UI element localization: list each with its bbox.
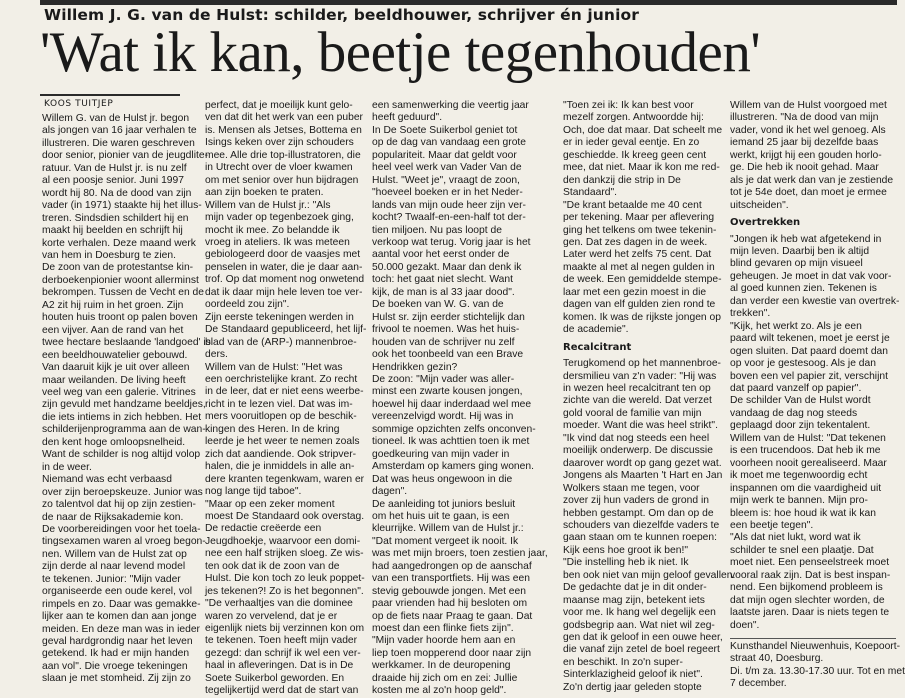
text-line: van hem in Doesburg te zien. xyxy=(42,249,176,261)
text-line: De zoon van de protestantse kin- xyxy=(42,262,194,274)
text-line: "De verhaaltjes van die dominee xyxy=(205,598,353,610)
column-2 xyxy=(205,100,367,697)
text-line: blad van de (ARP-) mannenbroe- xyxy=(205,336,357,348)
text-line: maakte al met al negen gulden in xyxy=(563,261,715,273)
text-line: iemand 25 jaar bij dezelfde baas xyxy=(730,137,879,149)
exhibition-info xyxy=(730,638,905,691)
text-line: in de leer, dat er niet eens weerbe- xyxy=(205,386,364,398)
text-line: meiden. En deze man was in ieder xyxy=(42,623,200,635)
text-line: maar weilanden. De living heeft xyxy=(42,374,186,386)
text-line: Willem van de Hulst: "Dat tekenen xyxy=(730,432,886,444)
text-line: laatste jaren. Daar is niets tegen te xyxy=(730,607,890,619)
text-line: zich dat aandiende. Ook stripver- xyxy=(205,448,357,460)
text-line: zichte van die wereld. Dat verzet xyxy=(563,395,712,407)
text-line: getekend. Ik had er mijn handen xyxy=(42,648,190,660)
text-line: is. Mensen als Jetses, Bottema en xyxy=(205,124,362,136)
text-line: "hoeveel boeken er in het Neder- xyxy=(372,187,523,199)
text-line: aan zijn boeken te praten. xyxy=(205,187,324,199)
text-line: geschiedde. Ik kreeg geen cent xyxy=(563,149,707,161)
text-line: Hulst sr. zijn eerder stichtelijk dan xyxy=(372,311,525,323)
text-line: zijn derde al naar levend model xyxy=(42,561,186,573)
text-line: Och, doe dat maar. Dat scheelt me xyxy=(563,124,723,136)
text-line: moeilijk onderwerp. De discussie xyxy=(563,445,713,457)
text-line: om het huis uit te gaan, is een xyxy=(372,510,510,522)
column-5 xyxy=(730,100,905,690)
text-line: Zijn eerste tekeningen werden in xyxy=(205,311,354,323)
text-line: lands van mijn oude heer zijn ver- xyxy=(372,199,526,211)
text-line: zo talentvol dat hij op zijn zestien- xyxy=(42,499,196,511)
text-line: doen". xyxy=(730,619,760,631)
text-line: rimpels en zo. Daar was gemakke- xyxy=(42,598,201,610)
text-line: kocht? Twaalf-en-een-half tot der- xyxy=(372,212,526,224)
text-line: voor me. Ik hang wel degelijk een xyxy=(563,607,716,619)
text-line: werkkamer. In de deuropening xyxy=(372,660,511,672)
text-line: Want de schilder is nog altijd volop xyxy=(42,449,201,461)
text-line: wordt hij 80. Na de dood van zijn xyxy=(42,187,192,199)
text-line: die iets intiems in zich hebben. Het xyxy=(42,411,202,423)
text-line: ten ook dat ik de zoon van de xyxy=(205,560,340,572)
text-line: halen, die je inmiddels in alle an- xyxy=(205,461,355,473)
text-line: ik moet me tegenwoordig echt xyxy=(730,470,868,482)
text-line: schouders van diezelfde vaders te xyxy=(563,519,720,531)
text-line: Willem G. van de Hulst jr. begon xyxy=(42,113,190,124)
text-line: zover zij hun vaders de grond in xyxy=(563,495,709,507)
text-line: illustreren. "Na de dood van mijn xyxy=(730,112,879,124)
text-line: Dat was heus ongewoon in die xyxy=(372,473,513,485)
text-line: kijk, de man is al 33 jaar dood". xyxy=(372,286,515,298)
subhead: Overtrekken xyxy=(730,217,801,229)
text-line: boven een vel papier zit, verschijnt xyxy=(730,370,888,382)
text-line: dan verder een kwestie van overtrek- xyxy=(730,295,900,307)
text-line: Wolkers staan me tegen, voor xyxy=(563,482,700,494)
text-line: ging het telkens om twee tekenin- xyxy=(563,224,717,236)
text-line: ook het toonbeeld van een Brave xyxy=(372,349,524,361)
text-line: illustreren. Die waren geschreven xyxy=(42,137,195,149)
text-line: mijn vader op tegenbezoek ging, xyxy=(205,212,354,224)
text-line: de naar de Rijksakademie kon. xyxy=(42,511,184,523)
text-line: mezelf zorgen. Antwoordde hij: xyxy=(563,112,704,124)
text-line: tegelijkertijd werd dat de start van xyxy=(205,685,359,697)
text-line: moeder. Want die was heel strikt". xyxy=(563,420,718,432)
text-line: ben ook niet van mijn geloof gevallen. xyxy=(563,569,736,581)
byline: KOOS TUITJEP xyxy=(44,99,114,109)
column-3 xyxy=(372,100,548,697)
text-line: godsbegrip aan. Wat niet wil zeg- xyxy=(563,619,715,631)
text-line: vader (in 1971) staakte hij het illus- xyxy=(42,200,202,212)
text-line: inspannen om die vaardigheid uit xyxy=(730,482,882,494)
text-line: dagen". xyxy=(372,486,408,498)
text-line: een vijver. Aan de rand van het xyxy=(42,324,184,336)
text-line: twee hectare beslaande 'landgoed' is xyxy=(42,337,211,349)
text-line: haal in afleveringen. Dat is in De xyxy=(205,660,354,672)
text-line: Sinterklazigheid geloof ik niet". xyxy=(563,669,703,681)
text-line: liep toen mopperend door naar zijn xyxy=(372,647,532,659)
text-line: De Standaard gepubliceerd, het lijf- xyxy=(205,324,367,336)
text-line: moet niet. Een penseelstreek moet xyxy=(730,557,890,569)
text-line: Hendrikken gezin? xyxy=(372,361,458,373)
text-line: een beetje tegen". xyxy=(730,519,814,531)
text-line: tot je 54e doet, dan moet je ermee xyxy=(730,187,887,199)
text-line: Willem van de Hulst jr.: "Als xyxy=(205,199,331,211)
text-line: 7 december. xyxy=(730,678,787,690)
text-line: door senior, pionier van de jeugdlite- xyxy=(42,150,209,162)
text-line: uitscheiden". xyxy=(730,199,789,211)
text-line: waren zo vervelend, dat je er xyxy=(205,610,338,622)
text-line: ven dat dit het werk van een puber xyxy=(205,112,363,124)
text-line: moest dan een flinke fiets zijn". xyxy=(372,623,514,635)
text-line: 50.000 gezakt. Maar dan denk ik xyxy=(372,261,522,273)
text-line: heeft geduurd". xyxy=(372,112,443,124)
text-line: Terugkomend op het mannenbroe- xyxy=(563,358,721,370)
subhead: Recalcitrant xyxy=(563,341,632,353)
text-line: bekrompen. Tussen de Vecht en de xyxy=(42,287,204,299)
text-line: De aanleiding tot juniors besluit xyxy=(372,498,516,510)
text-line: Jeugdhoekje, waarvoor een domi- xyxy=(205,535,361,547)
text-line: als jongen van 16 jaar verhalen te xyxy=(42,125,197,137)
text-line: jes tekenen?! Zo is het begonnen". xyxy=(205,585,364,597)
text-line: mee. Alle drie top-illustratoren, die xyxy=(205,149,361,161)
text-line: hebben gestampt. Om dan op de xyxy=(563,507,714,519)
text-line: "Maar op een zeker moment xyxy=(205,498,335,510)
text-line: Di. t/m za. 13.30-17.30 uur. Tot en met xyxy=(730,665,905,677)
text-line: veel weg van een galerie. Vitrines xyxy=(42,386,196,398)
text-line: over zijn beroepskeuze. Junior was xyxy=(42,486,203,498)
text-line: nen. Willem van de Hulst zat op xyxy=(42,548,187,560)
text-line: werkt, krijgt hij een gouden horlo- xyxy=(730,149,882,161)
text-line: maakt hij beelden en schrijft hij xyxy=(42,225,183,237)
text-line: tioneel. Ik was achttien toen ik met xyxy=(372,436,530,448)
text-line: minst een zwarte kousen jongen, xyxy=(372,386,523,398)
text-line: De voorbereidingen voor het toela- xyxy=(42,523,201,535)
text-line: nee een half strijken sloeg. Ze wis- xyxy=(205,548,364,560)
text-line: in de weer. xyxy=(42,461,92,473)
text-line: Jongens als Maarten 't Hart en Jan xyxy=(563,470,723,482)
text-line: populariteit. Maar dat geldt voor xyxy=(372,149,517,161)
text-line: geheugen. Je moet in dat vak voor- xyxy=(730,270,892,282)
text-line: ders. xyxy=(205,349,228,361)
text-line: De schilder Van de Hulst wordt xyxy=(730,395,871,407)
text-line: te tekenen. Junior: "Mijn vader xyxy=(42,573,181,585)
text-line: mijn leven. Daarbij ben ik altijd xyxy=(730,245,870,257)
text-line: bleem is: hoe houd ik wat ik kan xyxy=(730,507,876,519)
headline: 'Wat ik kan, beetje tegenhouden' xyxy=(40,21,761,84)
byline-rule xyxy=(40,94,180,96)
text-line: die vanaf zijn zetel de boel regeert xyxy=(563,644,720,656)
text-line: houden van de schrijver nu zelf xyxy=(372,336,515,348)
text-line: al een poosje senior. Juni 1997 xyxy=(42,175,184,187)
text-line: ogen sluiten. Dat paard doemt dan xyxy=(730,345,888,357)
text-line: gebiologeerd door de vaasjes met xyxy=(205,249,361,261)
text-line: De zoon: "Mijn vader was aller- xyxy=(372,373,515,385)
text-line: komen. Ik was de rijkste jongen op xyxy=(563,311,721,323)
text-line: mers vooruitlopen op de beschik- xyxy=(205,411,357,423)
text-line: slaan je met stomheid. Zij zijn zo xyxy=(42,673,191,685)
text-line: Amsterdam op kamers ging wonen. xyxy=(372,461,534,473)
text-line: De redactie creëerde een xyxy=(205,523,322,535)
text-line: eigenlijk niets bij verzinnen kon om xyxy=(205,623,365,635)
text-line: korte verhalen. Deze maand werk xyxy=(42,237,196,249)
text-line: frivool te noemen. Was het huis- xyxy=(372,324,520,336)
text-line: A2 zit hij ruim in het groen. Zijn xyxy=(42,299,184,311)
text-line: geplaagd door zijn tekentalent. xyxy=(730,420,871,432)
text-line: was met mijn broers, toen zestien jaar, xyxy=(372,548,548,560)
text-line: geval hardgrondig naar het leven xyxy=(42,636,193,648)
text-line: schilder te snel een plaatje. Dat xyxy=(730,544,874,556)
text-line: als je dat werk dan van je zestiende xyxy=(730,174,894,186)
text-line: paar vrienden had hij besloten om xyxy=(372,598,528,610)
text-line: van een transportfiets. Hij was een xyxy=(372,573,530,585)
text-line: de week. Een gemiddelde stempe- xyxy=(563,274,722,286)
text-line: treren. Sindsdien schildert hij en xyxy=(42,212,189,224)
text-line: mocht ik mee. Zo belandde ik xyxy=(205,224,340,236)
text-line: "Mijn vader hoorde hem aan en xyxy=(372,635,516,647)
top-rule xyxy=(40,0,897,5)
text-line: Kijk eens hoe groot ik ben!" xyxy=(563,544,689,556)
text-line: oordeeld zou zijn". xyxy=(205,299,290,311)
text-line: Standaard". xyxy=(563,187,618,199)
text-line: Soete Suikerbol geworden. En xyxy=(205,672,345,684)
text-line: schilderijenprogramma aan de wan- xyxy=(42,424,206,436)
text-line: Hulst. Die kon toch zo leuk poppet- xyxy=(205,573,365,585)
text-line: de academie". xyxy=(563,324,629,336)
text-line: op de fiets naar Praag te gaan. Dat xyxy=(372,610,533,622)
text-line: een samenwerking die veertig jaar xyxy=(372,100,529,111)
text-line: tingsexamen waren al vroeg begon- xyxy=(42,536,206,548)
text-line: is een trucendoos. Dat heb ik me xyxy=(730,445,881,457)
text-line: een beeldhouwatelier gebouwd. xyxy=(42,349,188,361)
text-line: dat paard vanzelf op papier". xyxy=(730,382,862,394)
text-line: gold vooral de familie van mijn xyxy=(563,407,702,419)
text-line: een oerchristelijke krant. Zo recht xyxy=(205,373,358,385)
text-line: De gedachte dat je in dit onder- xyxy=(563,582,707,594)
text-line: ratuur. Van de Hulst jr. is nu zelf xyxy=(42,162,187,174)
text-line: mee, dat niet. Maar ik kon me red- xyxy=(563,162,720,174)
text-line: aan vol". Die vroege tekeningen xyxy=(42,660,188,672)
text-line: verkoop wat terug. Vorig jaar is het xyxy=(372,236,531,248)
text-line: "Dat moment vergeet ik nooit. Ik xyxy=(372,535,519,547)
kicker: Willem J. G. van de Hulst: schilder, beeldhouwer, schrijver én junior xyxy=(44,6,639,24)
text-line: vader, vond ik het wel genoeg. Als xyxy=(730,124,886,136)
text-line: straat 40, Doesburg. xyxy=(730,653,824,665)
text-line: nend. Een bijkomend probleem is xyxy=(730,582,883,594)
text-line: kingen des Heren. In de kring xyxy=(205,423,340,435)
text-line: in Utrecht over de vloer kwamen xyxy=(205,162,353,174)
text-line: tien miljoen. Nu pas loopt de xyxy=(372,224,502,236)
text-line: vandaag de dag nog steeds xyxy=(730,407,858,419)
text-line: gaan staan om te kunnen roepen: xyxy=(563,532,717,544)
text-line: ge. Die heb ik nooit gehad. Maar xyxy=(730,162,879,174)
text-line: kleurrijke. Willem van de Hulst jr.: xyxy=(372,523,524,535)
text-line: trekken". xyxy=(730,308,771,320)
text-line: Kunsthandel Nieuwenhuis, Koepoort- xyxy=(730,641,901,653)
text-line: goedkeuring van mijn vader in xyxy=(372,448,510,460)
text-line: vereenzelvigd wordt. Hij was in xyxy=(372,411,514,423)
text-line: Zo'n dertig jaar geleden stopte xyxy=(563,681,702,693)
text-line: houten huis troont op palen boven xyxy=(42,312,198,324)
text-line: heel veel werk van Vader Van de xyxy=(372,162,522,174)
text-line: op voor je gestesoog. Als je dan xyxy=(730,358,876,370)
text-line: Hulst. "Weet je", vraagt de zoon, xyxy=(372,174,520,186)
text-line: zijn gevuld met handzame beeldjes, xyxy=(42,399,206,411)
text-line: leerde je het weer te nemen zoals xyxy=(205,436,360,448)
text-line: mijn werk te bannen. Mijn pro- xyxy=(730,495,868,507)
text-line: hoewel hij daar inderdaad wel mee xyxy=(372,398,532,410)
text-line: dat mijn ogen slechter worden, de xyxy=(730,594,885,606)
text-line: moest De Standaard ook overstag. xyxy=(205,510,365,522)
text-line: perfect, dat je moeilijk kunt gelo- xyxy=(205,100,353,111)
text-line: al goed kunnen zien. Tekenen is xyxy=(730,283,877,295)
text-line: Later werd het zelfs 75 cent. Dat xyxy=(563,249,712,261)
text-line: "Die instelling heb ik niet. Ik xyxy=(563,557,689,569)
text-line: voorheen nooit gerealiseerd. Maar xyxy=(730,457,887,469)
text-line: richt in te lezen viel. Dat was im- xyxy=(205,398,353,410)
text-line: sommige opzichten zelfs onconven- xyxy=(372,423,536,435)
text-line: "Kijk, het werkt zo. Als je een xyxy=(730,320,862,332)
text-line: "Jongen ik heb wat afgetekend in xyxy=(730,233,882,245)
text-line: dere kranten tegenkwam, waren er xyxy=(205,473,365,485)
column-1 xyxy=(42,113,211,685)
text-line: gen. Dat zes dagen in de week. xyxy=(563,236,708,248)
text-line: gen dat ik geloof in een ouwe heer, xyxy=(563,632,723,644)
text-line: organiseerde een oude kerel, vol xyxy=(42,586,192,598)
text-line: te tekenen. Toen heeft mijn vader xyxy=(205,635,358,647)
text-line: "De krant betaalde me 40 cent xyxy=(563,199,702,211)
text-line: maanse mag zijn, betekent iets xyxy=(563,594,705,606)
text-line: Willem van de Hulst voorgoed met xyxy=(730,100,887,111)
text-line: De boeken van W. G. van de xyxy=(372,299,504,311)
text-line: den dankzij die strip in De xyxy=(563,174,681,186)
text-line: draaide hij zich om en zei: Jullie xyxy=(372,672,518,684)
text-line: Isings keken over zijn schouders xyxy=(205,137,354,149)
text-line: per tekening. Maar per aflevering xyxy=(563,212,715,224)
text-line: dagen van elf gulden zien rond te xyxy=(563,299,716,311)
text-line: den kent hoge omloopsnelheid. xyxy=(42,436,186,448)
text-line: "Ik vind dat nog steeds een heel xyxy=(563,432,710,444)
text-line: en beschikt. In zo'n super- xyxy=(563,656,683,668)
text-line: in wezen heel recalcitrant ten op xyxy=(563,382,711,394)
text-line: "Als dat niet lukt, word wat ik xyxy=(730,532,861,544)
text-line: gezegd: dan schrijf ik wel een ver- xyxy=(205,647,361,659)
text-line: op de dag van vandaag een grote xyxy=(372,137,527,149)
text-line: laar met een gezin moest in die xyxy=(563,286,707,298)
text-line: had aangedrongen op de aanschaf xyxy=(372,560,532,572)
text-line: daarover wordt op gang gezet wat. xyxy=(563,457,722,469)
text-line: stevig gebouwde jongen. Met een xyxy=(372,585,526,597)
text-line: "Toen zei ik: Ik kan best voor xyxy=(563,100,694,111)
text-line: In De Soete Suikerbol geniet tot xyxy=(372,124,518,136)
text-line: toch: het gaat niet slecht. Want xyxy=(372,274,513,286)
text-line: vroeg in ateliers. Ik was meteen xyxy=(205,236,350,248)
text-line: lijker aan te komen dan aan jonge xyxy=(42,611,197,623)
text-line: blind gevaren op mijn visueel xyxy=(730,258,863,270)
text-line: vooral raak zijn. Dat is best inspan- xyxy=(730,569,891,581)
text-line: aantal voor het eerst onder de xyxy=(372,249,510,261)
column-4 xyxy=(563,100,736,693)
text-line: dat ik daar mijn hele leven toe ver- xyxy=(205,286,363,298)
text-line: trof. Op dat moment nog onwetend xyxy=(205,274,365,286)
text-line: paard wilt tekenen, moet je eerst je xyxy=(730,333,890,345)
text-line: Willem van de Hulst: "Het was xyxy=(205,361,343,373)
text-line: kosten me al zo'n hoop geld". xyxy=(372,685,507,697)
text-line: derboekenpionier woont allerminst xyxy=(42,274,199,286)
text-line: penselen in water, die je daar aan- xyxy=(205,261,363,273)
text-line: dersmilieu van z'n vader: "Hij was xyxy=(563,370,717,382)
text-line: nog lange tijd taboe". xyxy=(205,486,302,498)
text-line: om met senior over hun bijdragen xyxy=(205,174,359,186)
text-line: Niemand was echt verbaasd xyxy=(42,474,172,486)
text-line: Van daaruit kijk je uit over alleen xyxy=(42,362,190,374)
text-line: er in ieder geval eentje. En zo xyxy=(563,137,700,149)
